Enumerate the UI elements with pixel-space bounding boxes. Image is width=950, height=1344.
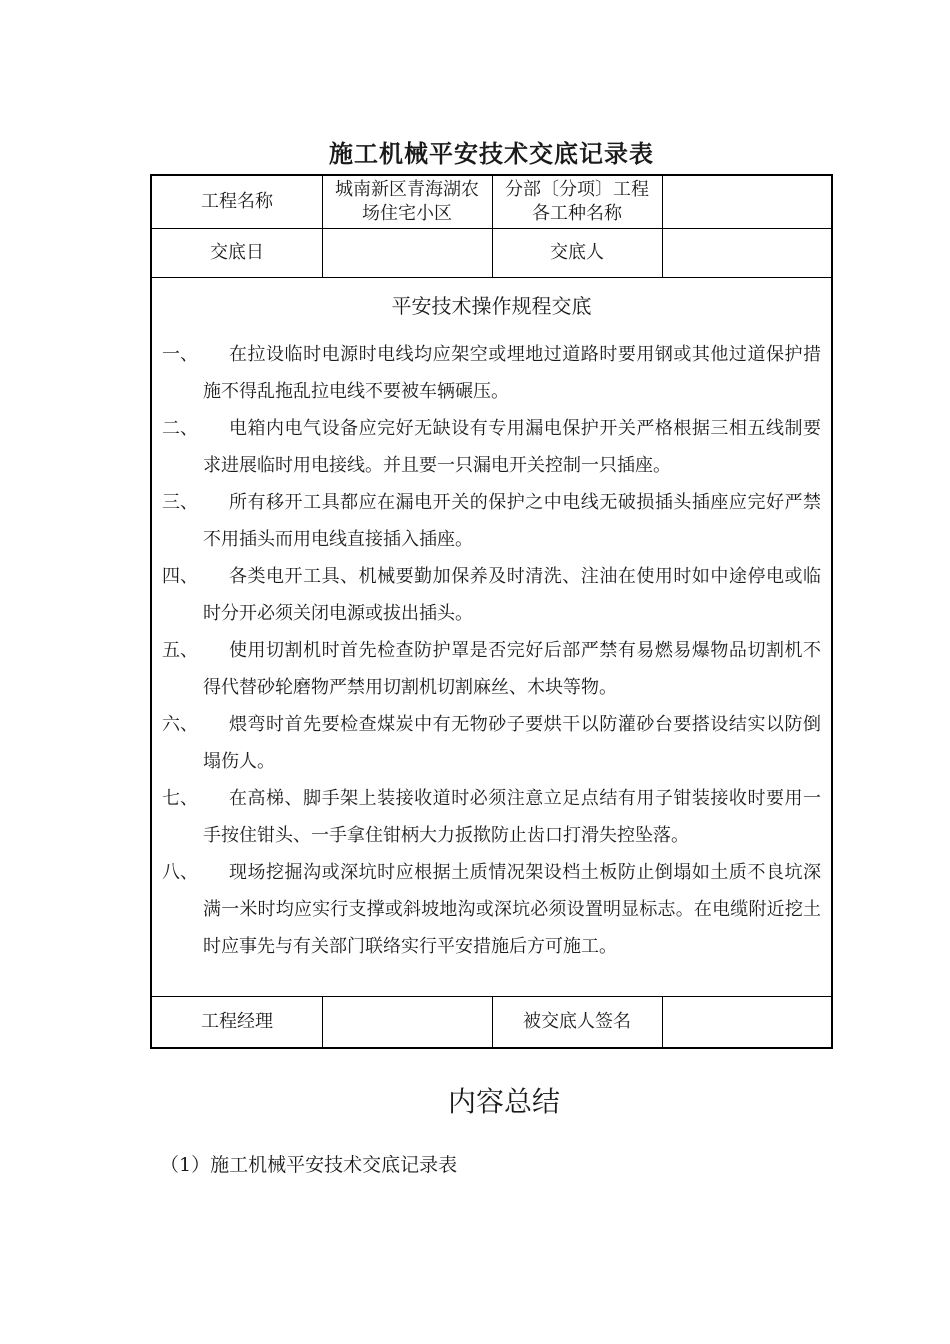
document-title: 施工机械平安技术交底记录表: [329, 140, 654, 168]
project-name-value[interactable]: 城南新区青海湖农场住宅小区: [335, 179, 479, 224]
rule-number: 一、: [162, 344, 198, 365]
rule-text: 现场挖掘沟或深坑时应根据土质情况架设档土板防止倒塌如土质不良坑深满一米时均应实行支撑或斜坡地沟或深坑必须设置明显标志。在电缆附近挖土时应事先与有关部门联络实行平安措施后方可施工。: [203, 862, 821, 957]
rule-number: 五、: [162, 640, 198, 661]
sub-item-value[interactable]: [662, 176, 833, 228]
date-label: 交底日: [210, 241, 264, 263]
rule-text: 使用切割机时首先检查防护罩是否完好后部严禁有易燃易爆物品切割机不得代替砂轮磨物严禁用切割机切割麻丝、木块等物。: [203, 640, 821, 698]
date-value[interactable]: [322, 228, 492, 277]
rule-number: 四、: [162, 566, 198, 587]
rule-item: [162, 854, 821, 965]
rule-text: 在拉设临时电源时电线均应架空或埋地过道路时要用钢或其他过道保护措施不得乱拖乱拉电线不要被车辆碾压。: [203, 344, 821, 402]
rule-item: [162, 632, 821, 706]
rule-text: 电箱内电气设备应完好无缺设有专用漏电保护开关严格根据三相五线制要求进展临时用电接线。并且要一只漏电开关控制一只插座。: [203, 418, 821, 476]
rule-item: [162, 410, 821, 484]
project-name-label: 工程名称: [201, 191, 273, 212]
row-divider: [152, 277, 831, 278]
manager-value[interactable]: [322, 996, 492, 1047]
rule-text: 各类电开工具、机械要勤加保养及时清洗、注油在使用时如中途停电或临时分开必须关闭电源或拔出插头。: [203, 566, 821, 624]
rule-item: [162, 484, 821, 558]
rule-number: 二、: [162, 418, 198, 439]
rule-text: 在高梯、脚手架上装接收道时必须注意立足点结有用子钳装接收时要用一手按住钳头、一手拿住钳柄大力扳揿防止齿口打滑失控坠落。: [203, 788, 821, 846]
signee-value[interactable]: [662, 996, 833, 1047]
rule-item: [162, 780, 821, 854]
rule-item: [162, 706, 821, 780]
rule-text: 煨弯时首先要检查煤炭中有无物砂子要烘干以防灌砂台要搭设结实以防倒塌伤人。: [203, 714, 821, 772]
rule-number: 八、: [162, 862, 198, 883]
rule-number: 六、: [162, 714, 198, 735]
rule-number: 七、: [162, 788, 198, 809]
rule-item: [162, 558, 821, 632]
presenter-label: 交底人: [550, 241, 604, 263]
signee-label: 被交底人签名: [523, 1010, 631, 1032]
sub-item-label: 分部〔分项〕工程各工种名称: [505, 179, 649, 224]
manager-label: 工程经理: [201, 1010, 273, 1032]
rule-number: 三、: [162, 492, 198, 513]
summary-item: （1）施工机械平安技术交底记录表: [160, 1154, 458, 1176]
rule-item: [162, 336, 821, 410]
presenter-value[interactable]: [662, 228, 833, 277]
record-table: [150, 174, 833, 1049]
rules-list: [162, 336, 821, 965]
summary-heading: 内容总结: [447, 1085, 560, 1118]
section-heading: 平安技术操作规程交底: [391, 294, 592, 318]
rule-text: 所有移开工具都应在漏电开关的保护之中电线无破损插头插座应完好严禁不用插头而用电线直接插入插座。: [203, 492, 821, 550]
